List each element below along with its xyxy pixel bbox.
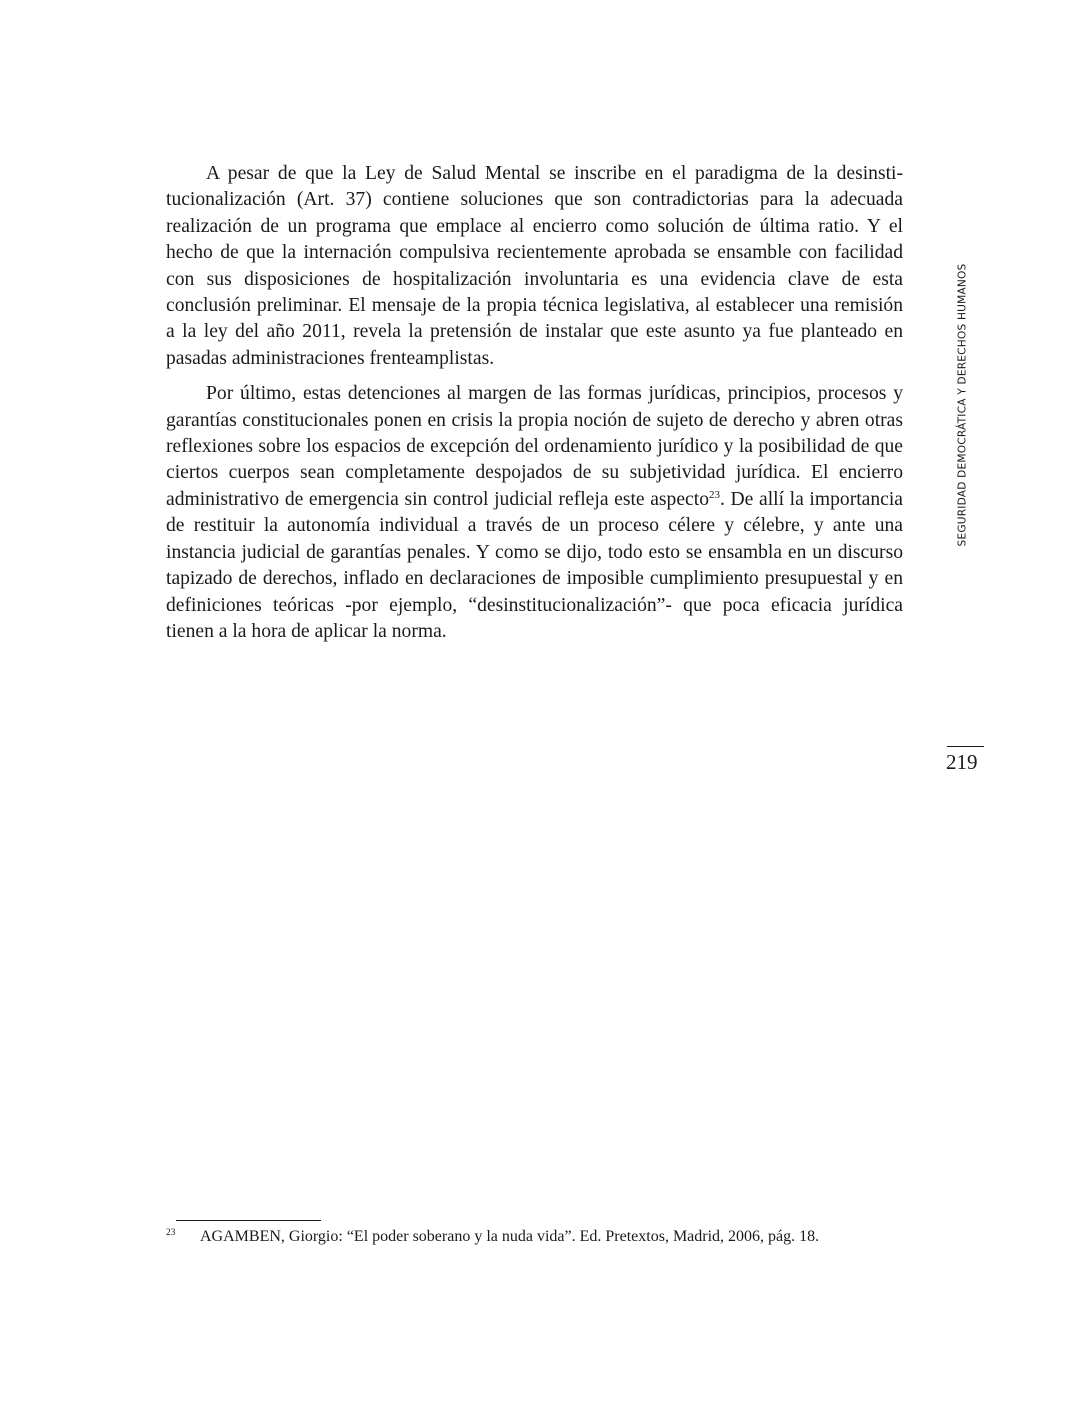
footnote-text: AGAMBEN, Giorgio: “El poder soberano y la nuda vida”. Ed. Pretextos, Madrid, 2006, pág. 18.: [200, 1228, 820, 1245]
paragraph-2: [166, 381, 903, 645]
running-head: [952, 244, 972, 566]
main-text: [166, 161, 903, 654]
paragraph-2-text-after-ref: . De allí la importancia de restituir la autonomía individual a través de un proceso célere y célebre, y ante una instancia judicial de garantías penales. Y como se dijo, todo esto se ensambla en un discurso tapizado de derechos, inflado en declaraciones de imposible cumplimiento presupuestal y en definiciones teóricas -por ejemplo, “desinstitucionalización”- que poca eficacia jurídica tienen a la hora de aplicar la norma.: [166, 488, 903, 642]
page-number-rule: [947, 746, 984, 747]
footnote-reference: 23: [709, 488, 720, 501]
page-number: 219: [946, 750, 978, 774]
footnote-separator: [176, 1220, 321, 1221]
paragraph-1: [166, 161, 903, 372]
running-head-text: SEGURIDAD DEMOCRÁTICA Y DERECHOS HUMANOS: [956, 263, 968, 547]
paragraph-1-text: A pesar de que la Ley de Salud Mental se inscribe en el paradigma de la desinstitucionalización (Art. 37) contiene soluciones que son contradictorias para la adecuada realización de un programa que emplace al encierro como solución de última ratio. Y el hecho de que la internación compulsiva recientemente aprobada se ensamble con facilidad con sus disposiciones de hospitalización involuntaria es una evidencia clave de esta conclusión preliminar. El mensaje de la propia técnica legislativa, al establecer una remisión a la ley del año 2011, revela la pretensión de instalar que este asunto ya fue planteado en pasadas administraciones frenteamplistas.: [166, 163, 903, 369]
footnote: 23 AGAMBEN, Giorgio: “El poder soberano y la nuda vida”. Ed. Pretextos, Madrid, 2006, pág. 18.: [166, 1228, 820, 1245]
paragraph-2-text-before-ref: Por último, estas detenciones al margen de las formas jurídicas, principios, procesos y garantías constitucionales ponen en crisis la propia noción de sujeto de derecho y abren otras reflexiones sobre los espacios de excepción del ordenamiento jurídico y la posibilidad de que ciertos cuerpos sean completamente despojados de su subjetividad jurídica. El encierro administrativo de emergencia sin control judicial refleja este aspecto: [166, 383, 903, 510]
